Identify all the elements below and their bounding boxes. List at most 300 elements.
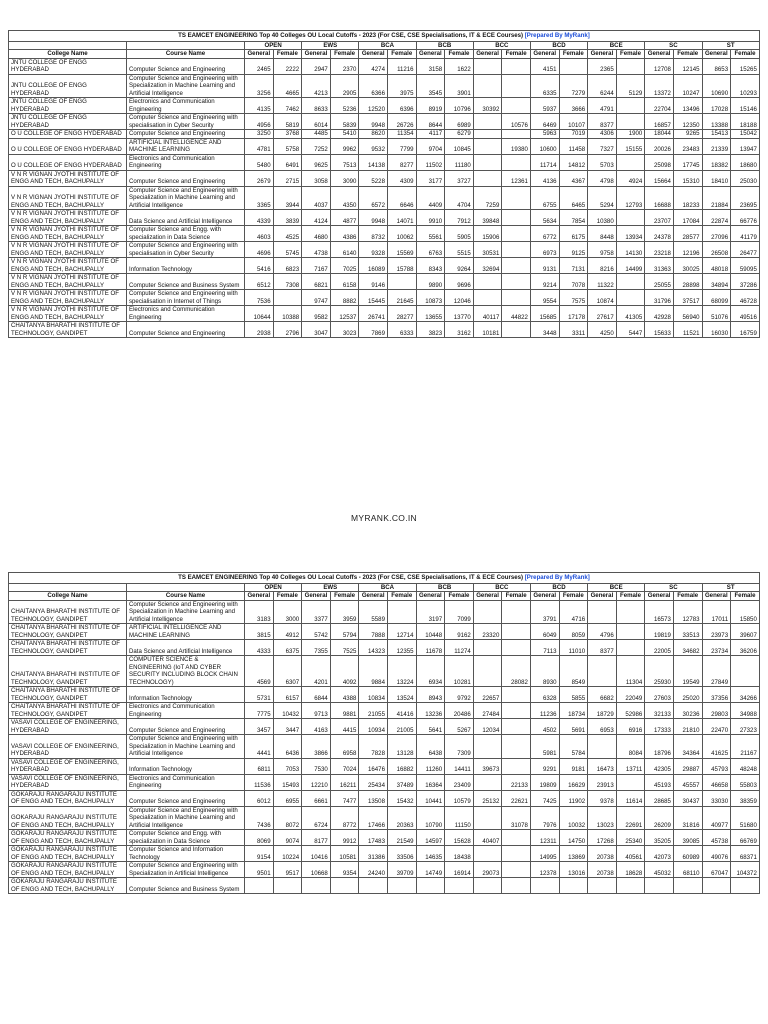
cutoff-cell: 6012 bbox=[245, 790, 274, 806]
course-name-cell: Electronics and Communication Engineering bbox=[127, 703, 245, 719]
cutoff-cell: 4485 bbox=[302, 130, 331, 139]
cutoff-cell: 14635 bbox=[416, 846, 445, 862]
cutoff-cell: 3311 bbox=[559, 322, 588, 338]
cutoff-cell: 12708 bbox=[645, 58, 674, 74]
cutoff-cell: 4274 bbox=[359, 58, 388, 74]
female-header: Female bbox=[445, 592, 474, 601]
cutoff-cell: 3250 bbox=[245, 130, 274, 139]
cutoff-cell: 15042 bbox=[731, 130, 760, 139]
cutoff-cell bbox=[731, 878, 760, 894]
cutoff-cell: 8772 bbox=[330, 806, 359, 830]
cutoff-cell: 25930 bbox=[645, 656, 674, 687]
cutoff-cell: 6438 bbox=[416, 735, 445, 759]
cutoff-cell: 16211 bbox=[330, 774, 359, 790]
cutoff-cell: 66776 bbox=[731, 210, 760, 226]
college-name-cell: CHAITANYA BHARATHI INSTITUTE OF TECHNOLOGY, GANDIPET bbox=[9, 600, 127, 624]
cutoff-cell: 11354 bbox=[387, 130, 416, 139]
cutoff-cell: 12196 bbox=[673, 242, 702, 258]
cutoff-cell: 10874 bbox=[588, 290, 617, 306]
table-row bbox=[9, 138, 760, 154]
cutoff-cell bbox=[616, 290, 645, 306]
cutoff-cell bbox=[502, 624, 531, 640]
cutoff-cell bbox=[473, 130, 502, 139]
table-row bbox=[9, 687, 760, 703]
category-header: BCD bbox=[530, 583, 587, 592]
cutoff-cell bbox=[588, 735, 617, 759]
cutoff-cell: 8644 bbox=[416, 114, 445, 130]
female-header: Female bbox=[502, 50, 531, 59]
table-row bbox=[9, 306, 760, 322]
cutoff-cell: 9890 bbox=[416, 274, 445, 290]
cutoff-cell: 17268 bbox=[588, 830, 617, 846]
cutoff-cell: 14749 bbox=[416, 862, 445, 878]
cutoff-cell: 31796 bbox=[645, 290, 674, 306]
cutoff-cell: 12311 bbox=[530, 830, 559, 846]
cutoff-cell: 6958 bbox=[330, 735, 359, 759]
cutoff-cell: 11502 bbox=[416, 154, 445, 170]
cutoff-table-page-2 bbox=[8, 572, 759, 894]
cutoff-cell bbox=[245, 878, 274, 894]
cutoff-cell: 17466 bbox=[359, 806, 388, 830]
category-header: SC bbox=[645, 41, 702, 50]
cutoff-cell: 9328 bbox=[359, 242, 388, 258]
cutoff-cell: 9074 bbox=[273, 830, 302, 846]
cutoff-cell: 9181 bbox=[559, 758, 588, 774]
cutoff-cell: 5981 bbox=[530, 735, 559, 759]
cutoff-cell: 22691 bbox=[616, 806, 645, 830]
cutoff-cell: 11458 bbox=[559, 138, 588, 154]
blank-header bbox=[127, 41, 245, 50]
cutoff-cell: 29887 bbox=[673, 758, 702, 774]
category-header: ST bbox=[702, 41, 759, 50]
cutoff-cell: 3457 bbox=[245, 719, 274, 735]
cutoff-cell: 14411 bbox=[445, 758, 474, 774]
cutoff-cell bbox=[731, 656, 760, 687]
cutoff-cell: 13947 bbox=[731, 138, 760, 154]
cutoff-cell: 10293 bbox=[731, 74, 760, 98]
general-header: General bbox=[302, 50, 331, 59]
cutoff-cell: 10581 bbox=[330, 846, 359, 862]
cutoff-cell: 42928 bbox=[645, 306, 674, 322]
cutoff-cell: 3959 bbox=[330, 600, 359, 624]
cutoff-cell: 9131 bbox=[530, 258, 559, 274]
cutoff-cell: 10600 bbox=[530, 138, 559, 154]
cutoff-cell bbox=[616, 600, 645, 624]
cutoff-cell: 7167 bbox=[302, 258, 331, 274]
course-name-cell: Computer Science and Information Technology bbox=[127, 846, 245, 862]
cutoff-cell: 5589 bbox=[359, 600, 388, 624]
cutoff-cell: 4415 bbox=[330, 719, 359, 735]
course-name-cell: Computer Science and Engineering bbox=[127, 130, 245, 139]
table-row bbox=[9, 226, 760, 242]
cutoff-cell: 9214 bbox=[530, 274, 559, 290]
cutoff-cell: 8084 bbox=[616, 735, 645, 759]
cutoff-cell: 12046 bbox=[445, 290, 474, 306]
cutoff-cell: 22470 bbox=[702, 719, 731, 735]
cutoff-cell: 4877 bbox=[330, 210, 359, 226]
cutoff-cell: 3256 bbox=[245, 74, 274, 98]
cutoff-cell: 28577 bbox=[673, 226, 702, 242]
cutoff-cell: 11216 bbox=[387, 58, 416, 74]
cutoff-cell: 34988 bbox=[731, 703, 760, 719]
general-header: General bbox=[302, 592, 331, 601]
cutoff-cell: 38359 bbox=[731, 790, 760, 806]
cutoff-cell: 16759 bbox=[731, 322, 760, 338]
cutoff-cell: 4525 bbox=[273, 226, 302, 242]
cutoff-cell: 15265 bbox=[731, 58, 760, 74]
blank-header bbox=[9, 41, 127, 50]
female-header: Female bbox=[559, 592, 588, 601]
cutoff-cell: 5129 bbox=[616, 74, 645, 98]
cutoff-cell: 9517 bbox=[273, 862, 302, 878]
cutoff-cell: 17483 bbox=[359, 830, 388, 846]
cutoff-cell: 6682 bbox=[588, 687, 617, 703]
cutoff-cell bbox=[473, 170, 502, 186]
cutoff-cell: 8216 bbox=[588, 258, 617, 274]
cutoff-cell: 3000 bbox=[273, 600, 302, 624]
general-header: General bbox=[588, 592, 617, 601]
cutoff-cell: 8943 bbox=[416, 687, 445, 703]
cutoff-cell: 4201 bbox=[302, 656, 331, 687]
cutoff-cell: 6989 bbox=[445, 114, 474, 130]
female-header: Female bbox=[616, 592, 645, 601]
cutoff-cell: 9154 bbox=[245, 846, 274, 862]
cutoff-cell: 27484 bbox=[473, 703, 502, 719]
female-header: Female bbox=[731, 592, 760, 601]
cutoff-cell: 10380 bbox=[588, 210, 617, 226]
cutoff-cell: 3791 bbox=[530, 600, 559, 624]
cutoff-cell: 9291 bbox=[530, 758, 559, 774]
cutoff-cell: 16629 bbox=[559, 774, 588, 790]
cutoff-cell: 3866 bbox=[302, 735, 331, 759]
blank-header bbox=[127, 583, 245, 592]
cutoff-cell: 60989 bbox=[673, 846, 702, 862]
cutoff-cell bbox=[502, 600, 531, 624]
cutoff-cell: 6755 bbox=[530, 186, 559, 210]
cutoff-cell bbox=[559, 58, 588, 74]
cutoff-cell: 67047 bbox=[702, 862, 731, 878]
college-name-cell: JNTU COLLEGE OF ENGG HYDERABAD bbox=[9, 74, 127, 98]
cutoff-cell: 17745 bbox=[673, 154, 702, 170]
category-header: BCD bbox=[530, 41, 587, 50]
cutoff-cell: 4135 bbox=[245, 98, 274, 114]
cutoff-cell bbox=[502, 830, 531, 846]
college-name-cell: VASAVI COLLEGE OF ENGINEERING, HYDERABAD bbox=[9, 774, 127, 790]
cutoff-cell bbox=[473, 640, 502, 656]
female-header: Female bbox=[330, 592, 359, 601]
general-header: General bbox=[530, 592, 559, 601]
category-header: BCE bbox=[588, 583, 645, 592]
table-row bbox=[9, 703, 760, 719]
cutoff-cell: 42305 bbox=[645, 758, 674, 774]
cutoff-cell: 40977 bbox=[702, 806, 731, 830]
cutoff-cell: 25030 bbox=[731, 170, 760, 186]
cutoff-cell bbox=[616, 774, 645, 790]
cutoff-cell: 7019 bbox=[559, 130, 588, 139]
cutoff-cell bbox=[473, 114, 502, 130]
cutoff-cell: 10790 bbox=[416, 806, 445, 830]
cutoff-cell bbox=[588, 656, 617, 687]
cutoff-cell bbox=[702, 878, 731, 894]
cutoff-cell: 23734 bbox=[702, 640, 731, 656]
cutoff-cell: 11678 bbox=[416, 640, 445, 656]
cutoff-cell: 13934 bbox=[616, 226, 645, 242]
table-row bbox=[9, 774, 760, 790]
table-row bbox=[9, 624, 760, 640]
cutoff-cell bbox=[502, 703, 531, 719]
cutoff-cell: 6512 bbox=[245, 274, 274, 290]
cutoff-cell: 7309 bbox=[445, 735, 474, 759]
cutoff-cell bbox=[502, 758, 531, 774]
cutoff-cell: 4037 bbox=[302, 186, 331, 210]
cutoff-cell: 104372 bbox=[731, 862, 760, 878]
cutoff-cell: 26508 bbox=[702, 242, 731, 258]
table-row bbox=[9, 719, 760, 735]
college-name-cell: V N R VIGNAN JYOTHI INSTITUTE OF ENGG AND TECH, BACHUPALLY bbox=[9, 290, 127, 306]
course-name-cell: Data Science and Artificial Intelligence bbox=[127, 210, 245, 226]
table-title bbox=[9, 573, 760, 584]
cutoff-cell: 39085 bbox=[673, 830, 702, 846]
cutoff-cell bbox=[502, 210, 531, 226]
cutoff-cell bbox=[502, 719, 531, 735]
cutoff-cell: 7099 bbox=[445, 600, 474, 624]
cutoff-cell: 3090 bbox=[330, 170, 359, 186]
college-name-cell: VASAVI COLLEGE OF ENGINEERING, HYDERABAD bbox=[9, 758, 127, 774]
cutoff-cell: 23913 bbox=[588, 774, 617, 790]
cutoff-cell bbox=[473, 58, 502, 74]
cutoff-cell: 25434 bbox=[359, 774, 388, 790]
cutoff-cell bbox=[273, 290, 302, 306]
cutoff-cell: 9884 bbox=[359, 656, 388, 687]
cutoff-cell: 7462 bbox=[273, 98, 302, 114]
cutoff-cell: 21549 bbox=[387, 830, 416, 846]
cutoff-cell: 15413 bbox=[702, 130, 731, 139]
cutoff-cell bbox=[473, 878, 502, 894]
cutoff-cell: 4680 bbox=[302, 226, 331, 242]
college-name-cell: GOKARAJU RANGARAJU INSTITUTE OF ENGG AND TECH, BACHUPALLY bbox=[9, 846, 127, 862]
cutoff-cell: 3944 bbox=[273, 186, 302, 210]
table-row bbox=[9, 878, 760, 894]
cutoff-cell: 15788 bbox=[387, 258, 416, 274]
cutoff-cell bbox=[473, 774, 502, 790]
cutoff-cell: 34894 bbox=[702, 274, 731, 290]
table-row bbox=[9, 130, 760, 139]
cutoff-cell: 13023 bbox=[588, 806, 617, 830]
cutoff-cell: 4924 bbox=[616, 170, 645, 186]
general-header: General bbox=[702, 50, 731, 59]
cutoff-cell: 51076 bbox=[702, 306, 731, 322]
title-row bbox=[9, 573, 760, 584]
course-name-cell: Computer Science and Engineering with Specialization in Machine Learning and Artificial Intelligence bbox=[127, 806, 245, 830]
cutoff-cell: 6049 bbox=[530, 624, 559, 640]
course-name-cell: Information Technology bbox=[127, 258, 245, 274]
cutoff-cell: 13508 bbox=[359, 790, 388, 806]
cutoff-cell bbox=[616, 58, 645, 74]
table-row bbox=[9, 600, 760, 624]
cutoff-cell bbox=[473, 806, 502, 830]
cutoff-cell: 6661 bbox=[302, 790, 331, 806]
cutoff-cell: 9125 bbox=[559, 242, 588, 258]
cutoff-cell: 37489 bbox=[387, 774, 416, 790]
cutoff-cell bbox=[502, 878, 531, 894]
female-header: Female bbox=[445, 50, 474, 59]
cutoff-cell: 4250 bbox=[588, 322, 617, 338]
cutoff-cell bbox=[502, 274, 531, 290]
cutoff-cell: 14130 bbox=[616, 242, 645, 258]
cutoff-cell: 51680 bbox=[731, 806, 760, 830]
cutoff-cell: 4665 bbox=[273, 74, 302, 98]
cutoff-cell: 6953 bbox=[588, 719, 617, 735]
cutoff-cell: 10107 bbox=[559, 114, 588, 130]
cutoff-cell: 8059 bbox=[559, 624, 588, 640]
cutoff-cell bbox=[616, 878, 645, 894]
cutoff-cell: 7078 bbox=[559, 274, 588, 290]
cutoff-cell: 5447 bbox=[616, 322, 645, 338]
cutoff-cell: 23973 bbox=[702, 624, 731, 640]
college-name-header: College Name bbox=[9, 592, 127, 601]
cutoff-cell: 19819 bbox=[645, 624, 674, 640]
cutoff-cell: 5742 bbox=[302, 624, 331, 640]
cutoff-cell: 3197 bbox=[416, 600, 445, 624]
cutoff-cell: 11521 bbox=[673, 322, 702, 338]
cutoff-cell: 7525 bbox=[330, 640, 359, 656]
course-name-cell: Electronics and Communication Engineering bbox=[127, 98, 245, 114]
cutoff-cell: 10062 bbox=[387, 226, 416, 242]
cutoff-cell bbox=[588, 878, 617, 894]
cutoff-cell: 6772 bbox=[530, 226, 559, 242]
cutoff-cell: 5416 bbox=[245, 258, 274, 274]
cutoff-cell: 3162 bbox=[445, 322, 474, 338]
cutoff-cell: 9625 bbox=[302, 154, 331, 170]
cutoff-cell: 3447 bbox=[273, 719, 302, 735]
cutoff-cell: 16573 bbox=[645, 600, 674, 624]
cutoff-cell: 9582 bbox=[302, 306, 331, 322]
category-row bbox=[9, 41, 760, 50]
cutoff-cell: 7536 bbox=[245, 290, 274, 306]
table-row bbox=[9, 58, 760, 74]
cutoff-cell: 10644 bbox=[245, 306, 274, 322]
cutoff-cell bbox=[616, 640, 645, 656]
cutoff-cell: 7355 bbox=[302, 640, 331, 656]
brand-credit: [Prepared By MyRank] bbox=[524, 574, 590, 581]
college-name-cell: V N R VIGNAN JYOTHI INSTITUTE OF ENGG AND TECH, BACHUPALLY bbox=[9, 242, 127, 258]
cutoff-cell: 13016 bbox=[559, 862, 588, 878]
cutoff-cell: 26477 bbox=[731, 242, 760, 258]
cutoff-cell: 5641 bbox=[416, 719, 445, 735]
cutoff-cell: 5561 bbox=[416, 226, 445, 242]
cutoff-cell: 27323 bbox=[731, 719, 760, 735]
cutoff-cell: 7530 bbox=[302, 758, 331, 774]
cutoff-cell: 35205 bbox=[645, 830, 674, 846]
cutoff-cell: 8633 bbox=[302, 98, 331, 114]
cutoff-cell: 6335 bbox=[530, 74, 559, 98]
course-name-cell: Computer Science and Engineering with specialisation in Internet of Things bbox=[127, 290, 245, 306]
cutoff-cell bbox=[302, 878, 331, 894]
cutoff-cell bbox=[673, 878, 702, 894]
cutoff-cell: 34266 bbox=[731, 687, 760, 703]
cutoff-cell: 3023 bbox=[330, 322, 359, 338]
cutoff-cell: 13224 bbox=[387, 656, 416, 687]
cutoff-cell bbox=[473, 846, 502, 862]
cutoff-cell: 7513 bbox=[330, 154, 359, 170]
cutoff-cell bbox=[616, 274, 645, 290]
title-text: TS EAMCET ENGINEERING Top 40 Colleges OU Local Cutoffs - 2023 (For CSE, CSE Specialisations, IT & ECE Courses) bbox=[178, 32, 525, 39]
cutoff-cell bbox=[616, 210, 645, 226]
course-name-cell: Computer Science and Engineering with Specialization in Artificial Intelligence bbox=[127, 862, 245, 878]
cutoff-cell: 6823 bbox=[273, 258, 302, 274]
course-name-cell: Computer Science and Engineering bbox=[127, 58, 245, 74]
table-row bbox=[9, 790, 760, 806]
cutoff-cell: 21167 bbox=[731, 735, 760, 759]
cutoff-cell: 4781 bbox=[245, 138, 274, 154]
cutoff-cell: 27096 bbox=[702, 226, 731, 242]
cutoff-cell: 8882 bbox=[330, 290, 359, 306]
cutoff-cell: 2947 bbox=[302, 58, 331, 74]
cutoff-cell: 2679 bbox=[245, 170, 274, 186]
cutoff-cell: 22657 bbox=[473, 687, 502, 703]
cutoff-cell: 10032 bbox=[559, 806, 588, 830]
cutoff-cell: 9354 bbox=[330, 862, 359, 878]
cutoff-cell: 9696 bbox=[445, 274, 474, 290]
cutoff-cell: 18438 bbox=[445, 846, 474, 862]
cutoff-cell bbox=[502, 186, 531, 210]
cutoff-cell: 6366 bbox=[359, 74, 388, 98]
cutoff-cell: 9881 bbox=[330, 703, 359, 719]
cutoff-cell: 23707 bbox=[645, 210, 674, 226]
cutoff-cell: 5703 bbox=[588, 154, 617, 170]
cutoff-cell: 10796 bbox=[445, 98, 474, 114]
category-header: BCC bbox=[473, 41, 530, 50]
cutoff-cell: 3377 bbox=[302, 600, 331, 624]
cutoff-cell bbox=[330, 878, 359, 894]
college-name-cell: GOKARAJU RANGARAJU INSTITUTE OF ENGG AND TECH, BACHUPALLY bbox=[9, 878, 127, 894]
category-header: EWS bbox=[302, 583, 359, 592]
cutoff-cell: 23695 bbox=[731, 186, 760, 210]
cutoff-cell: 25340 bbox=[616, 830, 645, 846]
category-header: BCC bbox=[473, 583, 530, 592]
cutoff-cell: 9532 bbox=[359, 138, 388, 154]
college-name-cell: O U COLLEGE OF ENGG HYDERABAD bbox=[9, 138, 127, 154]
cutoff-cell: 37517 bbox=[673, 290, 702, 306]
cutoff-cell: 17333 bbox=[645, 719, 674, 735]
cutoff-cell: 22005 bbox=[645, 640, 674, 656]
cutoff-cell: 7259 bbox=[473, 186, 502, 210]
cutoff-cell: 22133 bbox=[502, 774, 531, 790]
cutoff-cell: 6465 bbox=[559, 186, 588, 210]
cutoff-cell: 10834 bbox=[359, 687, 388, 703]
cutoff-cell: 68371 bbox=[731, 846, 760, 862]
cutoff-cell: 40407 bbox=[473, 830, 502, 846]
cutoff-cell: 15445 bbox=[359, 290, 388, 306]
cutoff-cell: 12783 bbox=[673, 600, 702, 624]
college-name-cell: V N R VIGNAN JYOTHI INSTITUTE OF ENGG AND TECH, BACHUPALLY bbox=[9, 210, 127, 226]
cutoff-cell: 17011 bbox=[702, 600, 731, 624]
cutoff-cell: 20486 bbox=[445, 703, 474, 719]
cutoff-cell: 10281 bbox=[445, 656, 474, 687]
cutoff-cell: 3365 bbox=[245, 186, 274, 210]
cutoff-cell: 6158 bbox=[330, 274, 359, 290]
college-name-cell: CHAITANYA BHARATHI INSTITUTE OF TECHNOLOGY, GANDIPET bbox=[9, 322, 127, 338]
general-header: General bbox=[416, 50, 445, 59]
cutoff-cell: 11260 bbox=[416, 758, 445, 774]
cutoff-cell bbox=[502, 74, 531, 98]
college-name-cell: JNTU COLLEGE OF ENGG HYDERABAD bbox=[9, 58, 127, 74]
course-name-cell: Computer Science and Engineering with Specialization in Machine Learning and Artificial Intelligence bbox=[127, 735, 245, 759]
cutoff-cell: 20363 bbox=[387, 806, 416, 830]
cutoff-cell: 5515 bbox=[445, 242, 474, 258]
cutoff-cell: 23483 bbox=[673, 138, 702, 154]
table-row bbox=[9, 640, 760, 656]
